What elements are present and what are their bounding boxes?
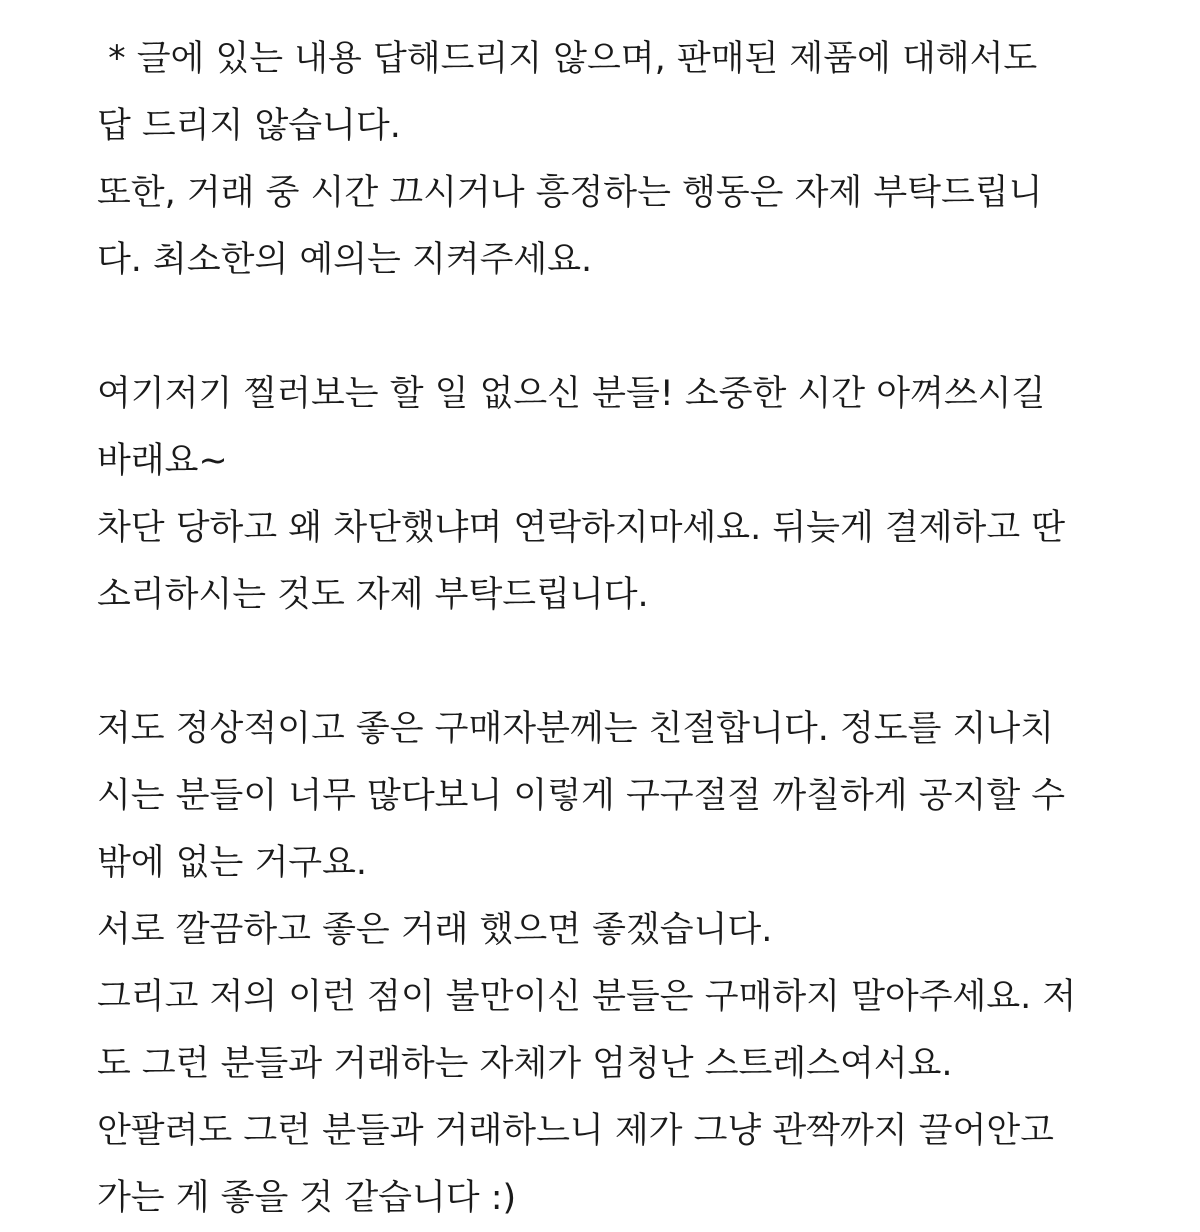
text-line-1: * 글에 있는 내용 답해드리지 않으며, 판매된 제품에 대해서도 [97, 39, 1038, 79]
text-line-10: 시는 분들이 너무 많다보니 이렇게 구구절절 까칠하게 공지할 수 [97, 776, 1066, 816]
text-line-12: 서로 깔끔하고 좋은 거래 했으면 좋겠습니다. [97, 910, 773, 950]
blank-line-1 [97, 294, 1140, 361]
text-line-14: 도 그런 분들과 거래하는 자체가 엄청난 스트레스여서요. [97, 1044, 953, 1084]
text-line-13: 그리고 저의 이런 점이 불만이신 분들은 구매하지 말아주세요. 저 [97, 977, 1077, 1017]
text-line-3: 또한, 거래 중 시간 끄시거나 흥정하는 행동은 자제 부탁드립니 [97, 173, 1043, 213]
text-line-4: 다. 최소한의 예의는 지켜주세요. [97, 240, 593, 280]
text-line-6: 바래요~ [97, 441, 228, 481]
text-line-11: 밖에 없는 거구요. [97, 843, 368, 883]
text-line-2: 답 드리지 않습니다. [97, 106, 401, 146]
blank-line-2 [97, 629, 1140, 696]
text-line-9: 저도 정상적이고 좋은 구매자분께는 친절합니다. 정도를 지나치 [97, 709, 1054, 749]
text-line-16: 가는 게 좋을 것 같습니다 :) [97, 1178, 517, 1218]
text-line-8: 소리하시는 것도 자제 부탁드립니다. [97, 575, 649, 615]
text-line-5: 여기저기 찔러보는 할 일 없으신 분들! 소중한 시간 아껴쓰시길 [97, 374, 1046, 414]
text-line-7: 차단 당하고 왜 차단했냐며 연락하지마세요. 뒤늦게 결제하고 딴 [97, 508, 1066, 548]
text-line-15: 안팔려도 그런 분들과 거래하느니 제가 그냥 관짝까지 끌어안고 [97, 1111, 1054, 1151]
